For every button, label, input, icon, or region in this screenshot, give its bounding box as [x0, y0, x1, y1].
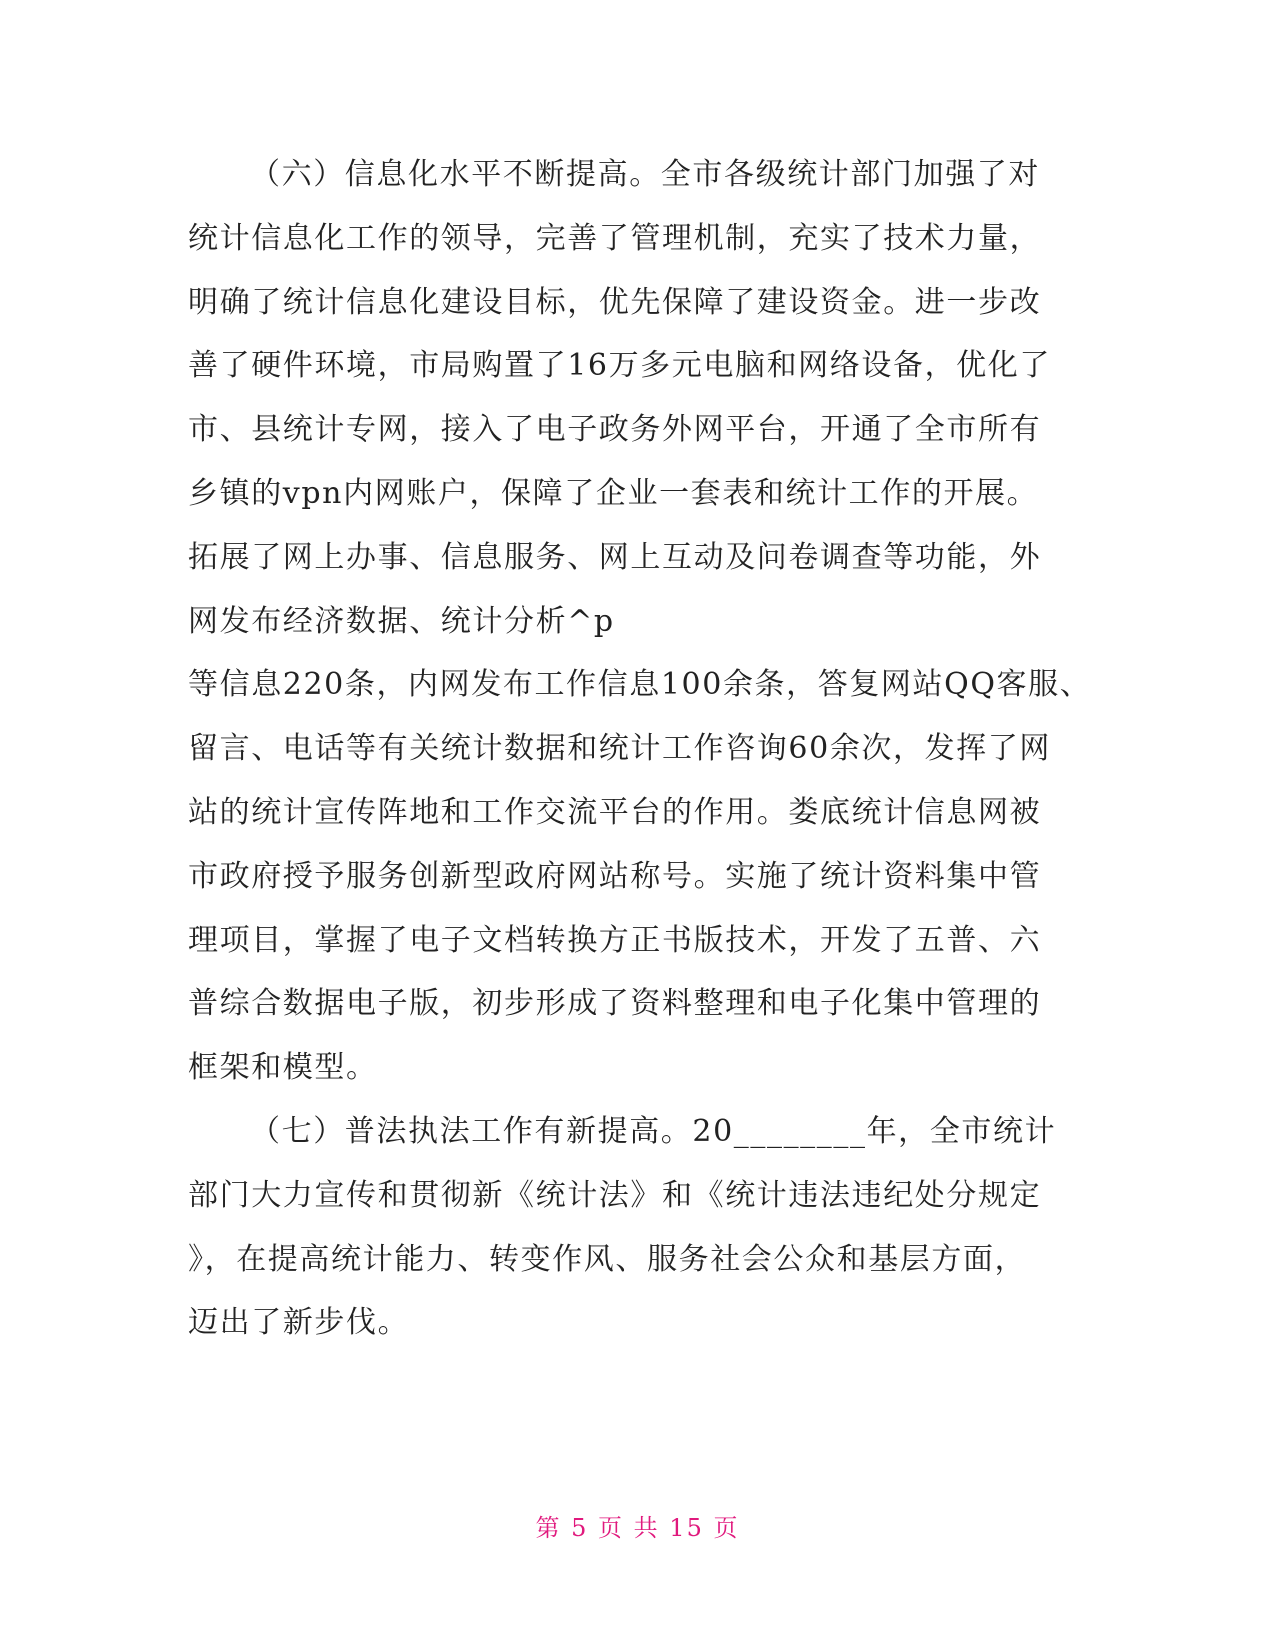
page-number-footer: [0, 1508, 1275, 1543]
text-line: （七）普法执法工作有新提高。20________年，全市统计: [250, 1113, 1057, 1149]
text-line: 理项目，掌握了电子文档转换方正书版技术，开发了五普、六: [188, 922, 1042, 958]
text-line: 市、县统计专网，接入了电子政务外网平台，开通了全市所有: [188, 412, 1042, 448]
page-number-label: 第 5 页 共 15 页: [535, 1514, 740, 1542]
text-line: 拓展了网上办事、信息服务、网上互动及问卷调查等功能，外: [188, 539, 1042, 575]
text-line: 普综合数据电子版，初步形成了资料整理和电子化集中管理的: [188, 986, 1042, 1022]
text-line: 留言、电话等有关统计数据和统计工作咨询60余次，发挥了网: [188, 731, 1051, 767]
text-line: 等信息220条，内网发布工作信息100余条，答复网站QQ客服、: [188, 667, 1092, 703]
paragraph-law-enforcement: [188, 1100, 1068, 1355]
text-line: 善了硬件环境，市局购置了16万多元电脑和网络设备，优化了: [188, 348, 1051, 384]
text-line: 部门大力宣传和贯彻新《统计法》和《统计违法违纪处分规定: [188, 1177, 1042, 1213]
text-line: 迈出了新步伐。: [188, 1305, 410, 1341]
text-line: 》，在提高统计能力、转变作风、服务社会公众和基层方面，: [188, 1241, 1027, 1277]
text-line: 统计信息化工作的领导，完善了管理机制，充实了技术力量，: [188, 220, 1042, 256]
text-line: （六）信息化水平不断提高。全市各级统计部门加强了对: [250, 157, 1040, 192]
text-line: 市政府授予服务创新型政府网站称号。实施了统计资料集中管: [188, 858, 1042, 894]
paragraph-informatization: [188, 143, 1092, 1100]
text-line: 站的统计宣传阵地和工作交流平台的作用。娄底统计信息网被: [188, 794, 1042, 830]
text-line: 框架和模型。: [188, 1050, 378, 1086]
text-line: 网发布经济数据、统计分析^p: [188, 603, 615, 639]
body-text: [188, 143, 1092, 1355]
text-line: 明确了统计信息化建设目标，优先保障了建设资金。进一步改: [188, 284, 1042, 320]
text-line: 乡镇的vpn内网账户，保障了企业一套表和统计工作的开展。: [188, 475, 1039, 511]
